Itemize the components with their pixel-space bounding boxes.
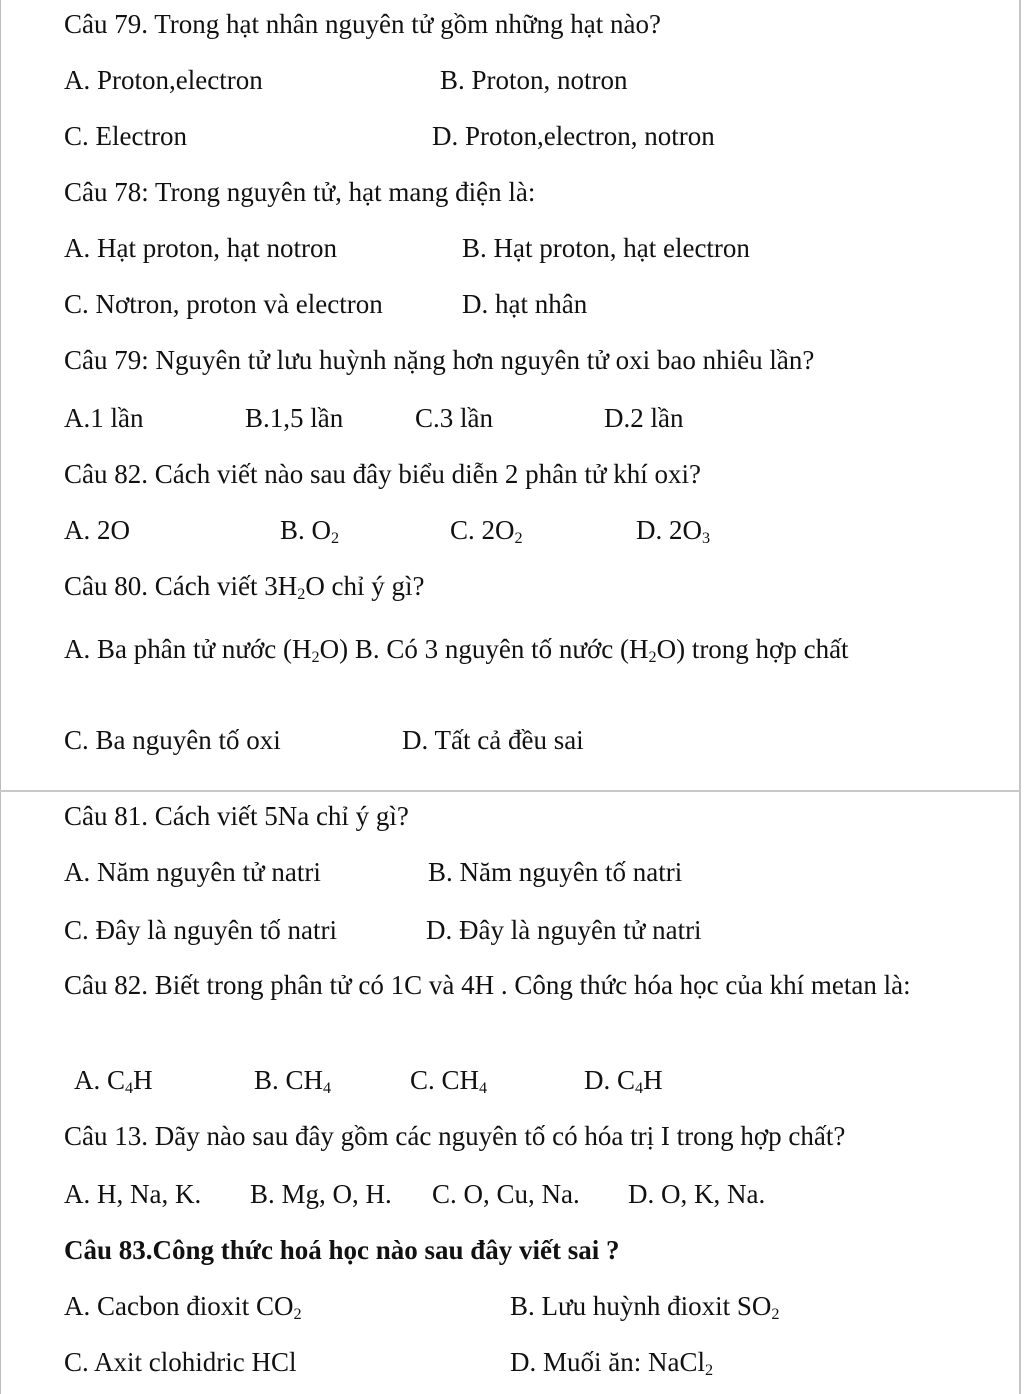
option-b: B. Proton, notron [440,65,628,95]
option-d: D. Proton,electron, notron [432,121,715,151]
question-79a: Câu 79. Trong hạt nhân nguyên tử gồm những hạt nào? [64,9,661,39]
option-d: D. $C_4H$ [584,1065,663,1098]
option-b: B. Lưu huỳnh đioxit $SO_2$ [510,1291,780,1324]
question-81: Câu 81. Cách viết 5Na chỉ ý gì? [64,801,409,831]
option-a: A. Hạt proton, hạt notron [64,233,337,263]
option-c: C. $CH_4$ [410,1065,488,1098]
option-a: A. H, Na, K. [64,1179,202,1209]
question-82b: Câu 82. Biết trong phân tử có 1C và 4H . Công thức hóa học của khí metan là: [64,970,911,1000]
option-a: A. Cacbon đioxit $CO_2$ [64,1291,302,1324]
page-right-border [1019,0,1021,1394]
option-a: A. Proton,electron [64,65,263,95]
option-b: B.1,5 lần [245,403,344,433]
option-d: D. Tất cả đều sai [402,725,584,755]
page-divider [0,790,1021,792]
option-c: C. $2O_2$ [450,515,523,548]
option-c: C. Electron [64,121,187,151]
option-a: A. 2O [64,515,130,545]
option-d: D. $2O_3$ [636,515,711,548]
option-b: B. $O_2$ [280,515,340,548]
option-d: D. Muối ăn: NaCl$_2$ [510,1347,714,1380]
page-left-border [0,0,1,1394]
question-78: Câu 78: Trong nguyên tử, hạt mang điện là: [64,177,536,207]
question-82a: Câu 82. Cách viết nào sau đây biểu diễn 2 phân tử khí oxi? [64,459,701,489]
option-b: B. Hạt proton, hạt electron [462,233,750,263]
option-a-b-combined: A. Ba phân tử nước $(H_2O)$ B. Có 3 nguyên tố nước $(H_2O)$ trong hợp chất [64,634,849,667]
option-a: A.1 lần [64,403,144,433]
option-c: C. O, Cu, Na. [432,1179,580,1209]
option-d: D. O, K, Na. [628,1179,766,1209]
option-c: C. Axit clohidric HCl [64,1347,297,1377]
option-d: D. Đây là nguyên tử natri [426,915,702,945]
option-a: A. Năm nguyên tử natri [64,857,321,887]
question-13: Câu 13. Dãy nào sau đây gồm các nguyên tố có hóa trị I trong hợp chất? [64,1121,846,1151]
question-83: Câu 83.Công thức hoá học nào sau đây viết sai ? [64,1235,620,1265]
option-b: B. Năm nguyên tố natri [428,857,683,887]
option-b: B. Mg, O, H. [250,1179,392,1209]
option-a: A. $C_4H$ [74,1065,153,1098]
option-b: B. $CH_4$ [254,1065,332,1098]
option-d: D.2 lần [604,403,684,433]
option-c: C. Đây là nguyên tố natri [64,915,337,945]
option-d: D. hạt nhân [462,289,588,319]
option-c: C. Nơtron, proton và electron [64,289,383,319]
question-79b: Câu 79: Nguyên tử lưu huỳnh nặng hơn nguyên tử oxi bao nhiêu lần? [64,345,815,375]
option-c: C.3 lần [415,403,493,433]
option-c: C. Ba nguyên tố oxi [64,725,281,755]
question-80: Câu 80. Cách viết $3H_2O$ chỉ ý gì? [64,571,425,604]
